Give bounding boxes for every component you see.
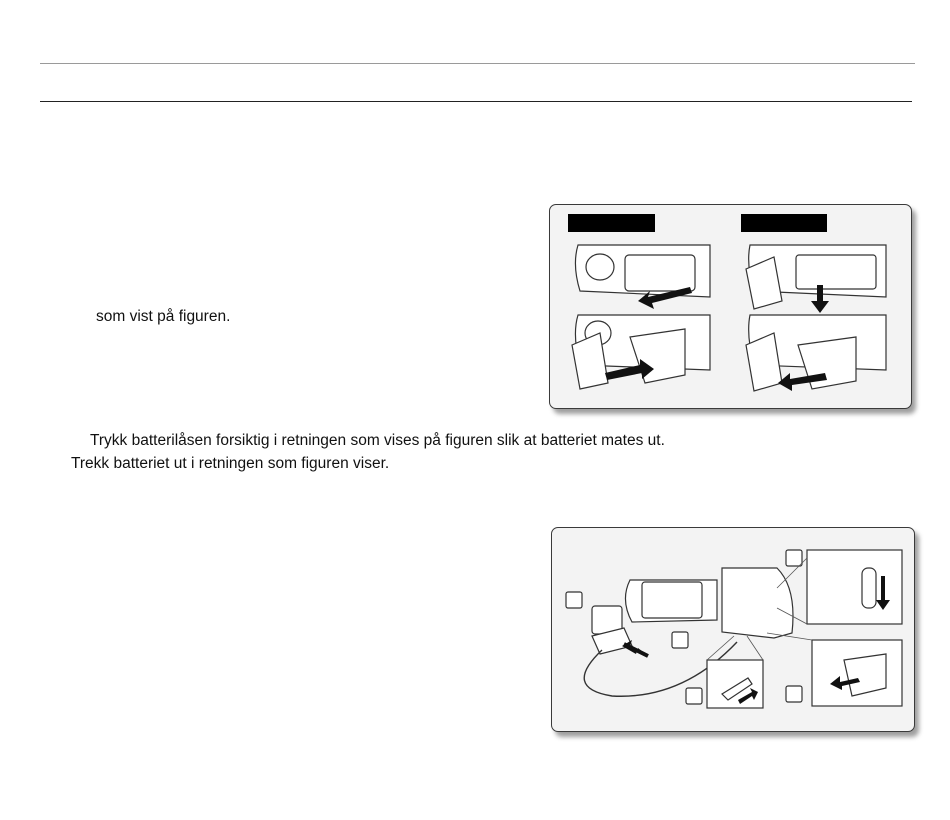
battery-pack-icon [844,654,886,696]
camcorder-icon [722,568,793,638]
charging-figure-panel [551,527,915,732]
header-rule-bottom [40,101,912,102]
instruction-text-release-latch: Trykk batterilåsen forsiktig i retningen som vises på figuren slik at batteriet mates ut. [90,432,665,449]
battery-pack-icon [630,329,685,383]
charging-illustration [552,528,914,731]
instruction-text-remove-battery: Trekk batteriet ut i retningen som figuren viser. [71,455,390,472]
power-switch-icon [862,568,876,608]
battery-figure-panel [549,204,912,409]
instruction-text-figure-ref: som vist på figuren. [96,308,231,325]
header-rule-top [40,63,915,64]
battery-illustration [550,205,911,408]
